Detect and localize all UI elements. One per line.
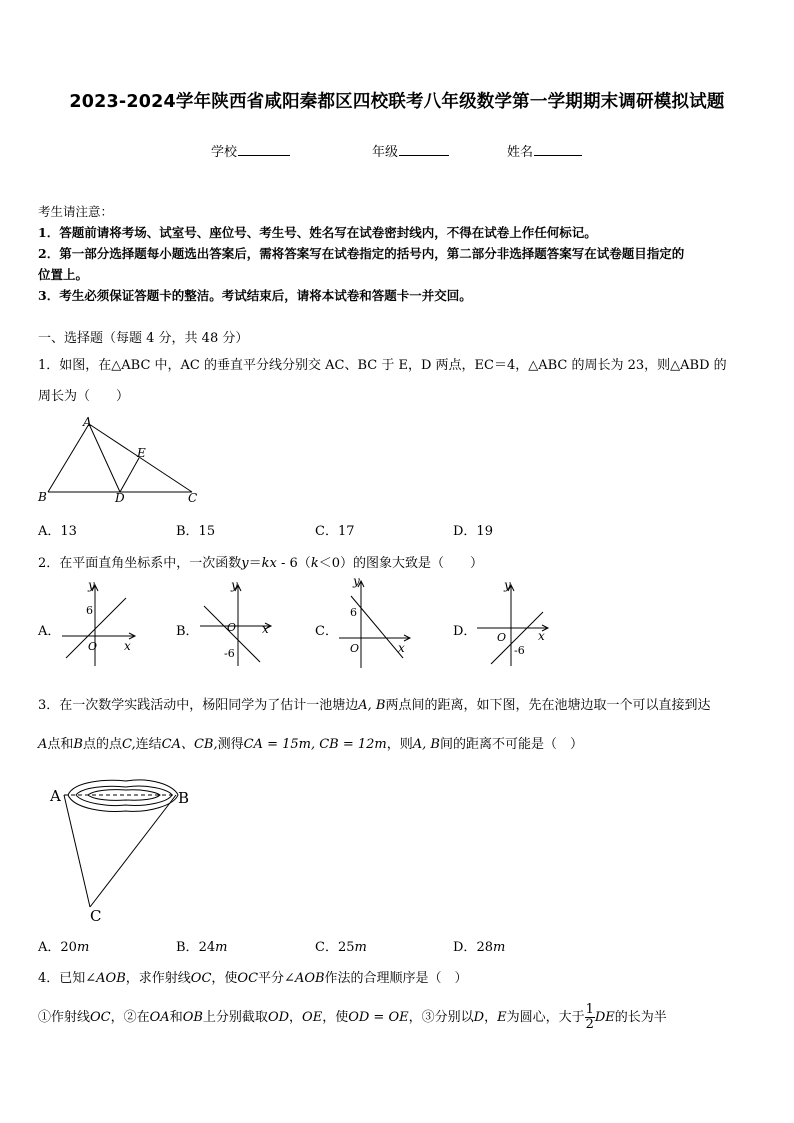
grade-label: 年级 (372, 145, 399, 160)
question-2-text: 2．在平面直角坐标系中，一次函数y＝kx - 6（k＜0）的图象大致是（ ） (38, 556, 483, 571)
page-title: 2023-2024学年陕西省咸阳秦都区四校联考八年级数学第一学期期末调研模拟试题 (69, 92, 725, 112)
school-blank[interactable] (238, 143, 290, 156)
q1-label-d: D (115, 491, 125, 505)
q1-label-a: A (83, 415, 92, 429)
q1-option-b[interactable]: B．15 (176, 524, 216, 539)
q2-graph-c[interactable] (337, 576, 417, 671)
q1-label-b: B (38, 490, 47, 504)
name-blank[interactable] (534, 143, 582, 156)
question-4-text: 4．已知∠AOB，求作射线OC，使OC平分∠AOB作法的合理顺序是（ ） (38, 971, 468, 986)
svg-text:O: O (227, 621, 237, 634)
svg-text:x: x (124, 639, 131, 653)
notice-item: 1．答题前请将考场、试室号、座位号、考生号、姓名写在试卷密封线内，不得在试卷上作任何标记。 (38, 225, 597, 240)
q2-option-b-label[interactable]: B． (176, 624, 199, 639)
q3-option-b[interactable]: B．24m (176, 940, 228, 955)
q3-option-a[interactable]: A．20m (38, 940, 90, 955)
question-1-text-cont: 周长为（ ） (38, 389, 130, 404)
question-3-text: 3．在一次数学实践活动中，杨阳同学为了估计一池塘边A, B两点间的距离，如下图，先在池塘边取一个可以直接到达 (38, 698, 711, 713)
q1-triangle-figure (34, 414, 214, 506)
svg-text:-6: -6 (224, 647, 235, 660)
q3-option-c[interactable]: C．25m (315, 940, 367, 955)
question-1-text: 1．如图，在△ABC 中，AC 的垂直平分线分别交 AC、BC 于 E，D 两点，EC＝4，△ABC 的周长为 23，则△ABD 的 (38, 358, 727, 373)
q2-option-d-label[interactable]: D． (453, 624, 477, 639)
svg-text:x: x (398, 641, 405, 655)
svg-text:6: 6 (86, 604, 93, 617)
svg-text:-6: -6 (514, 644, 525, 657)
svg-text:y: y (504, 578, 511, 592)
question-3-text-cont: A点和B点的点C,连结CA、CB,测得CA = 15m, CB = 12m，则A, B间的距离不可能是（ ） (38, 737, 584, 752)
school-label: 学校 (211, 145, 238, 160)
q3-label-a: A (50, 787, 61, 805)
fraction-one-half: $\frac{1}{2}$ (585, 1002, 594, 1032)
q1-label-e: E (137, 446, 146, 460)
svg-text:y: y (231, 578, 238, 592)
q2-option-a-label[interactable]: A． (38, 624, 61, 639)
school-field (211, 141, 290, 160)
question-4-text-cont: ①作射线OC，②在OA和OB上分别截取OD，OE，使OD = OE，③分别以D，E为圆心，大于 $\frac{1}{2}$ DE的长为半 (38, 1002, 667, 1032)
q1-option-a[interactable]: A．13 (38, 524, 77, 539)
svg-text:O: O (497, 631, 507, 644)
notice-heading: 考生请注意： (38, 204, 114, 219)
notice-item: 2．第一部分选择题每小题选出答案后，需将答案写在试卷指定的括号内，第二部分非选择题答案写在试卷题目指定的 (38, 246, 685, 261)
svg-text:x: x (262, 622, 269, 636)
svg-text:x: x (538, 629, 545, 643)
q3-pond-figure (46, 775, 206, 925)
svg-text:O: O (350, 642, 360, 655)
q3-label-c: C (90, 907, 102, 925)
grade-field (372, 141, 449, 160)
q1-option-c[interactable]: C．17 (315, 524, 355, 539)
grade-blank[interactable] (399, 143, 449, 156)
q3-label-b: B (178, 789, 190, 807)
q3-option-d[interactable]: D．28m (453, 940, 506, 955)
name-field (507, 141, 582, 160)
svg-text:6: 6 (350, 606, 357, 619)
section-heading: 一、选择题（每题 4 分，共 48 分） (38, 331, 249, 346)
notice-item: 3．考生必须保证答题卡的整洁。考试结束后，请将本试卷和答题卡一并交回。 (38, 288, 472, 303)
q2-graph-d[interactable] (475, 580, 555, 670)
q1-label-c: C (188, 491, 198, 505)
q1-option-d[interactable]: D．19 (453, 524, 493, 539)
svg-text:y: y (88, 578, 95, 592)
notice-item: 位置上。 (38, 267, 89, 282)
q2-option-c-label[interactable]: C． (315, 624, 338, 639)
name-label: 姓名 (507, 145, 534, 160)
svg-text:y: y (353, 574, 360, 588)
q2-graph-a[interactable] (60, 580, 140, 670)
q2-graph-b[interactable] (198, 580, 278, 670)
svg-text:O: O (88, 640, 98, 653)
